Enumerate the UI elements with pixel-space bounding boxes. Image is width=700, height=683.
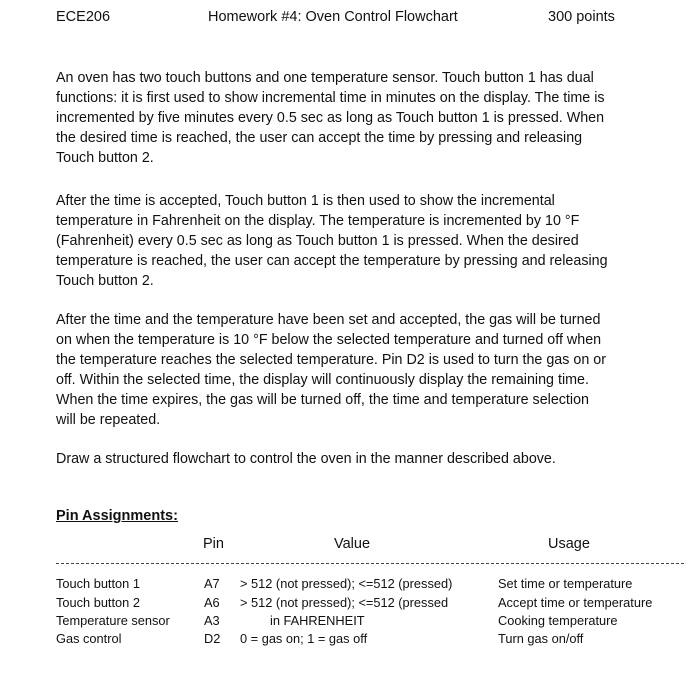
row-usage: Turn gas on/off bbox=[498, 631, 584, 646]
table-row bbox=[0, 576, 700, 595]
table-row bbox=[0, 595, 700, 614]
row-pin: A6 bbox=[204, 595, 220, 610]
column-header-usage: Usage bbox=[548, 536, 590, 552]
row-name: Touch button 2 bbox=[56, 595, 140, 610]
document-header bbox=[0, 9, 700, 29]
paragraph-time-setting: An oven has two touch buttons and one temperature sensor. Touch button 1 has dual functions: it is first used to show incremental time in minutes on the display. The time is incremented by five minutes every 0.5 sec as long as Touch button 1 is pressed. When the desired time is reached, the user can accept the time by pressing and releasing Touch button 2. bbox=[56, 70, 605, 166]
row-pin: D2 bbox=[204, 631, 221, 646]
row-name: Touch button 1 bbox=[56, 576, 140, 591]
column-header-value: Value bbox=[334, 536, 371, 552]
homework-title: Homework #4: Oven Control Flowchart bbox=[208, 9, 458, 25]
row-usage: Accept time or temperature bbox=[498, 595, 653, 610]
row-pin: A7 bbox=[204, 576, 220, 591]
row-usage: Cooking temperature bbox=[498, 613, 618, 628]
course-code: ECE206 bbox=[56, 9, 111, 25]
table-divider bbox=[56, 563, 684, 564]
paragraph-temperature-setting: After the time is accepted, Touch button 1 is then used to show the incremental temperature in Fahrenheit on the display. The temperature is incremented by 10 °F (Fahrenheit) every 0.5 sec as long as Touch button 1 is pressed. When the desired temperature is reached, the user can accept the temperature by pressing and releasing Touch button 2. bbox=[56, 193, 608, 289]
row-value-temperature: in FAHRENHEIT bbox=[270, 613, 365, 628]
row-value: > 512 (not pressed); <=512 (pressed) bbox=[240, 576, 453, 591]
table-row bbox=[0, 631, 700, 650]
pin-assignments-heading: Pin Assignments: bbox=[56, 508, 178, 524]
paragraph-instruction: Draw a structured flowchart to control the oven in the manner described above. bbox=[56, 451, 556, 467]
row-name: Gas control bbox=[56, 631, 122, 646]
row-pin: A3 bbox=[204, 613, 220, 628]
points-label: 300 points bbox=[548, 9, 615, 25]
row-value: > 512 (not pressed); <=512 (pressed bbox=[240, 595, 449, 610]
column-header-pin: Pin bbox=[203, 536, 224, 552]
paragraph-gas-control: After the time and the temperature have been set and accepted, the gas will be turned on when the temperature is 10 °F below the selected temperature and turned off when the temperature reaches the selected temperature. Pin D2 is used to turn the gas on or off. Within the selected time, the display will continuously display the remaining time. When the time expires, the gas will be turned off, the time and temperature selection will be repeated. bbox=[56, 312, 606, 428]
row-usage: Set time or temperature bbox=[498, 576, 633, 591]
row-value: 0 = gas on; 1 = gas off bbox=[240, 631, 368, 646]
row-name: Temperature sensor bbox=[56, 613, 170, 628]
